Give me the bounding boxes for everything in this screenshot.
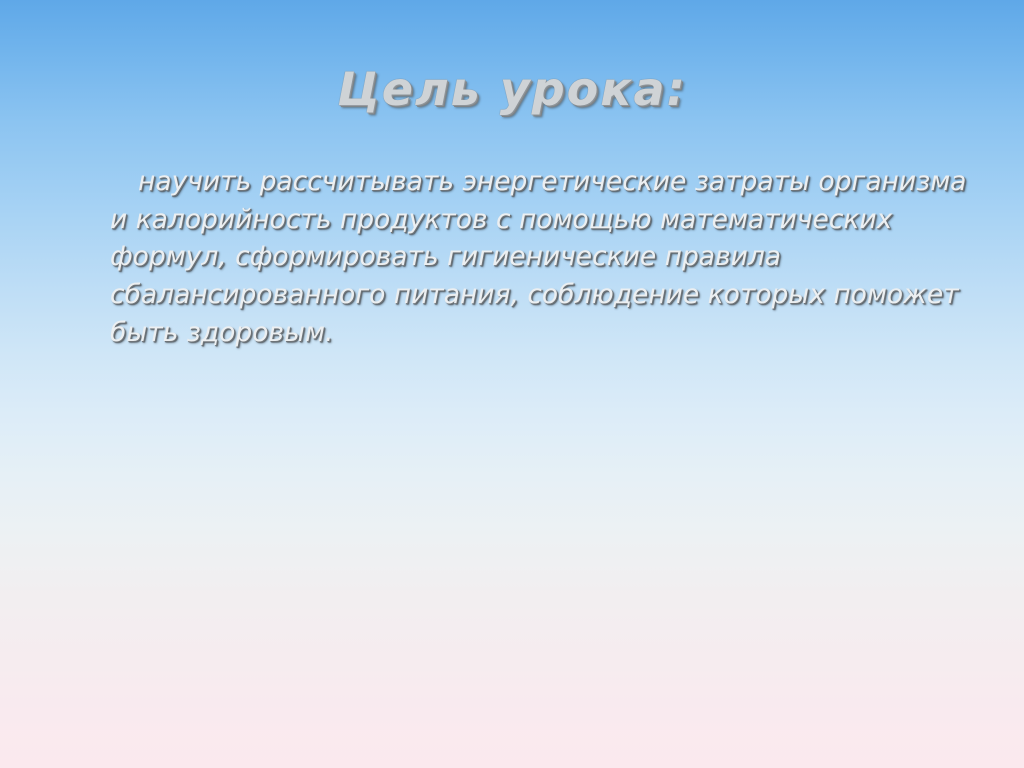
slide-body-text: научить рассчитывать энергетические затраты организма и калорийность продуктов с помощью математических формул, сформировать гигиенические правила сбалансированного питания, соблюдение которых поможет быть здоровым. xyxy=(110,166,967,348)
slide-title: Цель урока: xyxy=(337,62,687,116)
